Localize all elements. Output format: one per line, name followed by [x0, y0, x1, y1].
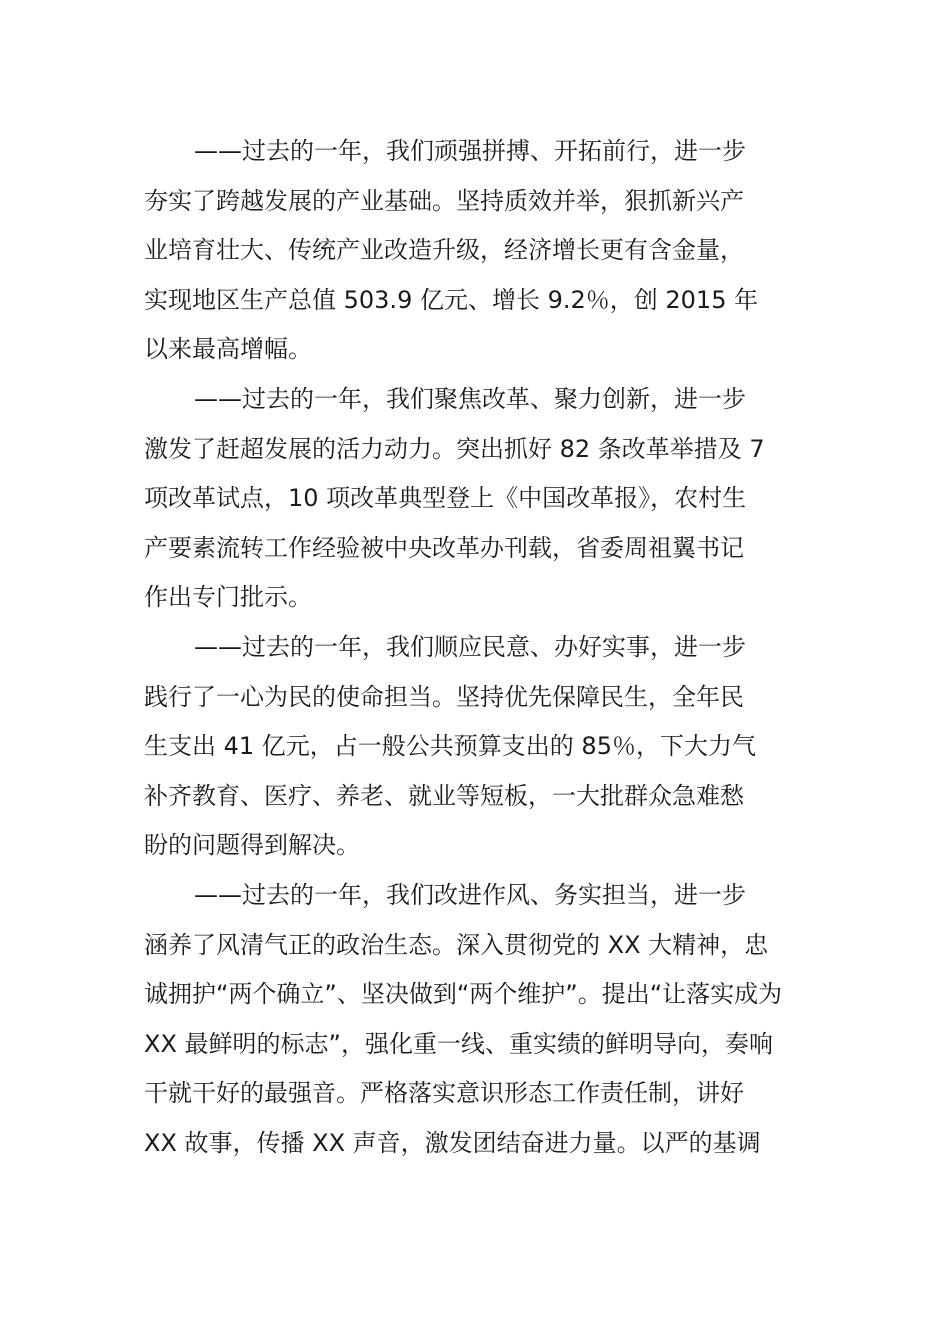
- paragraph-line: 实现地区生产总值 503.9 亿元、增长 9.2％，创 2015 年: [144, 285, 759, 314]
- paragraph-line: 涵养了风清气正的政治生态。深入贯彻党的 XX 大精神，忠: [144, 930, 769, 959]
- paragraph-line: ——过去的一年，我们顽强拼搏、开拓前行，进一步: [194, 137, 746, 165]
- paragraph-line: 干就干好的最强音。严格落实意识形态工作责任制，讲好: [144, 1079, 744, 1108]
- paragraph-line: 项改革试点，10 项改革典型登上《中国改革报》，农村生: [144, 484, 747, 513]
- paragraph-3: [144, 623, 814, 871]
- paragraph-line: XX 故事，传播 XX 声音，激发团结奋进力量。以严的基调: [144, 1128, 761, 1157]
- paragraph-line: 作出专门批示。: [144, 583, 312, 612]
- document-body: [144, 127, 814, 1168]
- paragraph-1: [144, 127, 814, 375]
- paragraph-4: [144, 871, 814, 1169]
- paragraph-line: 生支出 41 亿元，占一般公共预算支出的 85％，下大力气: [144, 732, 756, 761]
- paragraph-line: 以来最高增幅。: [144, 335, 312, 364]
- paragraph-line: ——过去的一年，我们顺应民意、办好实事，进一步: [194, 632, 746, 661]
- paragraph-2: [144, 375, 814, 623]
- paragraph-line: 盼的问题得到解决。: [144, 831, 360, 860]
- paragraph-line: XX 最鲜明的标志”，强化重一线、重实绩的鲜明导向，奏响: [144, 1029, 773, 1058]
- paragraph-line: ——过去的一年，我们改进作风、务实担当，进一步: [194, 880, 746, 909]
- paragraph-line: ——过去的一年，我们聚焦改革、聚力创新，进一步: [194, 384, 746, 413]
- paragraph-line: 践行了一心为民的使命担当。坚持优先保障民生，全年民: [144, 682, 744, 711]
- paragraph-line: 产要素流转工作经验被中央改革办刊载，省委周祖翼书记: [144, 533, 744, 562]
- paragraph-line: 补齐教育、医疗、养老、就业等短板，一大批群众急难愁: [144, 781, 744, 810]
- paragraph-line: 诚拥护“两个确立”、坚决做到“两个维护”。提出“让落实成为: [144, 980, 783, 1009]
- paragraph-line: 夯实了跨越发展的产业基础。坚持质效并举，狠抓新兴产: [144, 186, 744, 215]
- paragraph-line: 激发了赶超发展的活力动力。突出抓好 82 条改革举措及 7: [144, 434, 765, 463]
- paragraph-line: 业培育壮大、传统产业改造升级，经济增长更有含金量，: [144, 236, 744, 265]
